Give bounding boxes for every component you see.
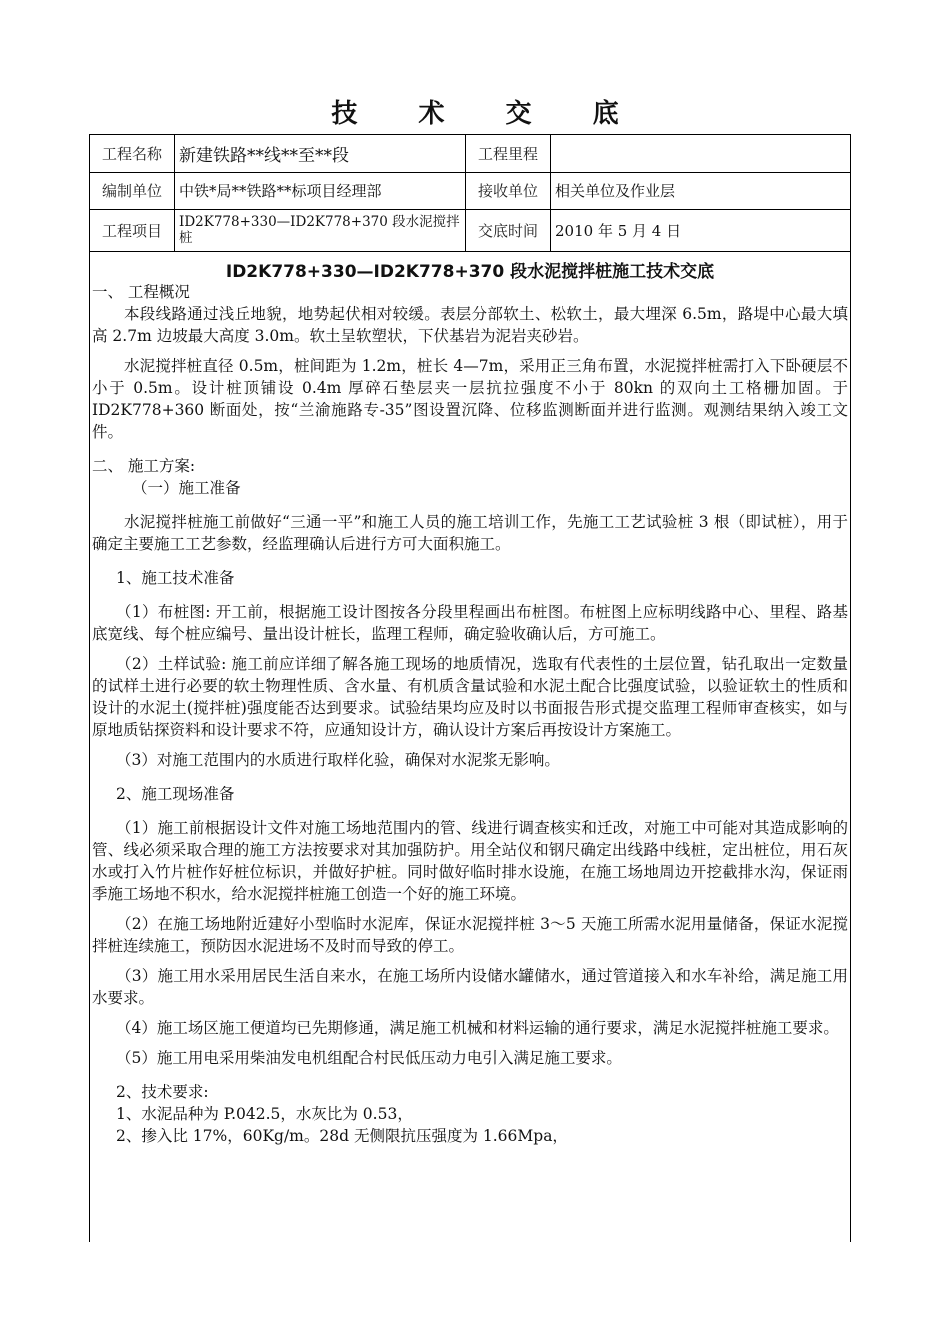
header-row-compiler xyxy=(90,172,850,210)
paragraph-pipeline-survey: （1）施工前根据设计文件对施工场地范围内的管、线进行调查核实和迁改，对施工中可能对其造成影响的管、线必须采取合理的施工方法按要求对其加强防护。用全站仪和钢尺确定出线路中线桩，定出桩位，用石灰水或打入竹片桩作好桩位标识，并做好护桩。同时做好临时排水设施，在施工场地周边开挖截排水沟，保证雨季施工场地不积水，给水泥搅拌桩施工创造一个好的施工环境。 xyxy=(92,819,848,903)
heading-technical-requirements: 2、技术要求: xyxy=(116,1083,209,1101)
document-title: 技 术 交 底 xyxy=(331,99,645,129)
subsection-preparation-heading: （一）施工准备 xyxy=(132,479,241,497)
label-disclosure-time: 交底时间 xyxy=(466,209,551,251)
paragraph-access-road: （4）施工场区施工便道均已先期修通，满足施工机械和材料运输的通行要求，满足水泥搅拌桩施工要求。 xyxy=(116,1019,839,1037)
value-compiling-unit: 中铁*局**铁路**标项目经理部 xyxy=(175,172,466,209)
value-receiving-unit: 相关单位及作业层 xyxy=(555,182,676,200)
value-project-name: 新建铁路**线**至**段 xyxy=(175,135,466,172)
label-receiving-unit: 接收单位 xyxy=(466,172,551,209)
label-compiling-unit: 编制单位 xyxy=(90,172,175,209)
value-project-item: ID2K778+330—ID2K778+370 段水泥搅拌桩 xyxy=(175,209,466,251)
header-row-item xyxy=(90,209,850,252)
value-project-mileage xyxy=(551,135,850,172)
label-project-item: 工程项目 xyxy=(90,209,175,251)
label-project-mileage: 工程里程 xyxy=(466,135,551,172)
paragraph-power-supply: （5）施工用电采用柴油发电机组配合村民低压动力电引入满足施工要求。 xyxy=(116,1049,622,1067)
section-plan-heading: 二、 施工方案: xyxy=(92,457,196,475)
requirement-cement-grade: 1、水泥品种为 P.042.5，水灰比为 0.53， xyxy=(116,1105,413,1123)
paragraph-water-supply: （3）施工用水采用居民生活自来水，在施工场所内设储水罐储水，通过管道接入和水车补给，满足施工用水要求。 xyxy=(92,967,848,1007)
disclosure-heading: ID2K778+330—ID2K778+370 段水泥搅拌桩施工技术交底 xyxy=(225,262,715,282)
header-row-project-name xyxy=(90,135,850,173)
paragraph-pile-layout: （1）布桩图: 开工前，根据施工设计图按各分段里程画出布桩图。布桩图上应标明线路中心、里程、路基底宽线、每个桩应编号、量出设计桩长，监理工程师，确定验收确认后，方可施工。 xyxy=(92,603,848,643)
section-overview-heading: 一、 工程概况 xyxy=(92,283,190,301)
label-project-name: 工程名称 xyxy=(90,135,175,172)
paragraph-water-test: （3）对施工范围内的水质进行取样化验，确保对水泥浆无影响。 xyxy=(116,751,560,769)
value-disclosure-time: 2010 年 5 月 4 日 xyxy=(555,221,682,240)
paragraph-pile-design: 水泥搅拌桩直径 0.5m，桩间距为 1.2m，桩长 4—7m，采用正三角布置，水泥搅拌桩需打入下卧硬层不小于 0.5m。设计桩顶铺设 0.4m 厚碎石垫层夹一层抗拉强度不小于 80kn 的双向土工格栅加固。于 ID2K778+360 断面处，按“兰渝施路专-35”图设置沉降、位移监测断面并进行监测。观测结果纳入竣工文件。 xyxy=(92,357,848,441)
paragraph-trial-pile: 水泥搅拌桩施工前做好“三通一平”和施工人员的施工培训工作，先施工工艺试验桩 3 根（即试桩），用于确定主要施工工艺参数，经监理确认后进行方可大面积施工。 xyxy=(92,513,848,553)
heading-site-prep: 2、施工现场准备 xyxy=(116,785,235,803)
paragraph-terrain: 本段线路通过浅丘地貌，地势起伏相对较缓。表层分部软土、松软土，最大埋深 6.5m，路堤中心最大填高 2.7m 边坡最大高度 3.0m。软土呈软塑状，下伏基岩为泥岩夹砂岩。 xyxy=(92,305,848,345)
heading-technical-prep: 1、施工技术准备 xyxy=(116,569,235,587)
paragraph-soil-test: （2）土样试验: 施工前应详细了解各施工现场的地质情况，选取有代表性的土层位置，钻孔取出一定数量的试样土进行必要的软土物理性质、含水量、有机质含量试验和水泥土配合比强度试验，以验证软土的性质和设计的水泥土(搅拌桩)强度能否达到要求。试验结果均应及时以书面报告形式提交监理工程师审查核实，如与原地质钻探资料和设计要求不符，应通知设计方，确认设计方案后再按设计方案施工。 xyxy=(92,655,848,739)
paragraph-cement-storage: （2）在施工场地附近建好小型临时水泥库，保证水泥搅拌桩 3～5 天施工所需水泥用量储备，保证水泥搅拌桩连续施工，预防因水泥进场不及时而导致的停工。 xyxy=(92,915,848,955)
disclosure-form xyxy=(89,134,851,1242)
requirement-mix-ratio: 2、掺入比 17%，60Kg/m。28d 无侧限抗压强度为 1.66Mpa， xyxy=(116,1127,568,1145)
disclosure-body xyxy=(92,281,848,1147)
